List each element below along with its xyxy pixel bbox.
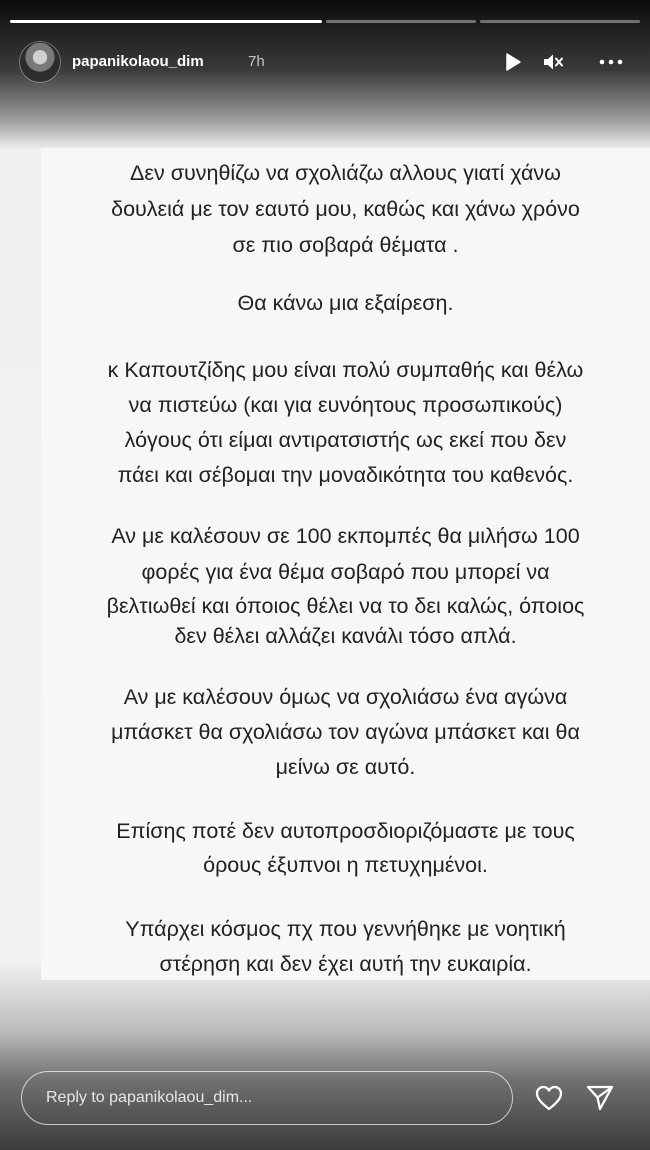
story-progress-2 — [326, 20, 476, 23]
like-button[interactable] — [534, 1083, 564, 1113]
story-text-line: Υπάρχει κόσμος πχ που γεννήθηκε με νοητική — [125, 917, 566, 941]
mute-button[interactable] — [542, 52, 564, 72]
story-progress-fill-1 — [10, 20, 322, 23]
story-text-line: Αν με καλέσουν όμως να σχολιάσω ένα αγώνα — [123, 685, 568, 709]
story-text-line: Αν με καλέσουν σε 100 εκπομπές θα μιλήσω 100 — [111, 524, 580, 548]
story-text-line: φορές για ένα θέμα σοβαρό που μπορεί να — [141, 560, 550, 584]
story-text-line: Δεν συνηθίζω να σχολιάζω αλλους γιατί χάνω — [130, 161, 561, 185]
heart-icon — [534, 1083, 564, 1113]
speaker-muted-icon — [542, 52, 564, 72]
send-button[interactable] — [585, 1083, 615, 1113]
story-text-line: κ Καπουτζίδης μου είναι πολύ συμπαθής και θέλω — [107, 358, 584, 382]
story-text-line: σε πιο σοβαρά θέματα . — [232, 233, 459, 257]
more-dots-icon — [598, 52, 624, 72]
story-text-line: πάει και σέβομαι την μοναδικότητα του καθενός. — [117, 463, 574, 487]
story-text-line: όρους έξυπνοι η πετυχημένοι. — [203, 853, 488, 877]
story-progress-1 — [10, 20, 322, 23]
story-text-line: Επίσης ποτέ δεν αυτοπροσδιοριζόμαστε με τους — [116, 819, 575, 843]
story-progress-3 — [480, 20, 640, 23]
story-text-card — [41, 148, 650, 980]
story-text-line: στέρηση και δεν έχει αυτή την ευκαιρία. — [159, 952, 532, 976]
story-text-line: να πιστεύω (και για ευνόητους προσωπικούς) — [128, 393, 563, 417]
story-text-line: Θα κάνω μια εξαίρεση. — [237, 291, 454, 315]
reply-input[interactable] — [21, 1071, 513, 1125]
story-text-line: δουλειά με τον εαυτό μου, καθώς και χάνω χρόνο — [111, 197, 580, 221]
story-text-line: μπάσκετ θα σχολιάσω τον αγώνα μπάσκετ και θα — [111, 720, 580, 744]
play-icon — [503, 52, 523, 72]
story-header — [20, 42, 630, 82]
more-options-button[interactable] — [598, 52, 624, 72]
story-text-line: δεν θέλει αλλάζει κανάλι τόσο απλά. — [174, 624, 517, 648]
avatar[interactable] — [20, 42, 60, 82]
play-button[interactable] — [503, 52, 523, 72]
send-icon — [585, 1083, 615, 1113]
story-text-line: βελτιωθεί και όποιος θέλει να το δει καλώς, όποιος — [106, 594, 585, 618]
story-text-line: λόγους ότι είμαι αντιρατσιστής ως εκεί που δεν — [124, 428, 567, 452]
timestamp: 7h — [248, 53, 265, 70]
story-text-line: μείνω σε αυτό. — [275, 755, 416, 779]
username[interactable]: papanikolaou_dim — [72, 53, 204, 70]
